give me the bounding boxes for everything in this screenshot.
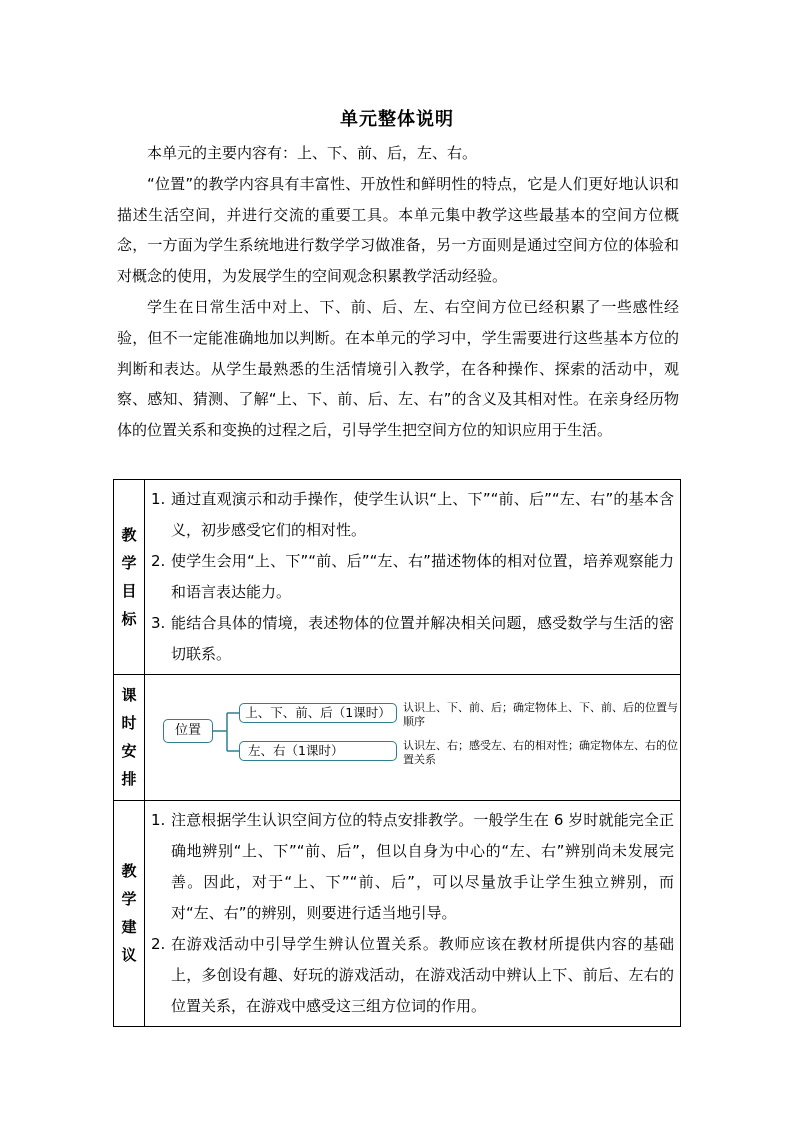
intro-paragraph-3: 学生在日常生活中对上、下、前、后、左、右空间方位已经积累了一些感性经验，但不一定能准确地加以判断。在本单元的学习中，学生需要进行这些基本方位的判断和表达。从学生最熟悉的生活情境引入教学，在各种操作、探索的活动中，观察、感知、猜测、了解“上、下、前、后、左、右”的含义及其相对性。在亲身经历物体的位置关系和变换的过程之后，引导学生把空间方位的知识应用于生活。 — [117, 297, 679, 440]
schedule-row — [114, 675, 681, 801]
schedule-branch-1: 上、下、前、后（1课时） — [239, 703, 397, 723]
schedule-branch-1-desc: 认识上、下、前、后；确定物体上、下、前、后的位置与顺序 — [403, 700, 678, 728]
suggestion-item-1: 1. 注意根据学生认识空间方位的特点安排教学。一般学生在 6 岁时就能完全正确地辨别“上、下”“前、后”，但以自身为中心的“左、右”辨别尚未发展完善。因此，对于“上、下”“前、后”，可以尽量放手让学生独立辨别，而对“左、右”的辨别，则要进行适当地引导。 — [151, 811, 674, 922]
schedule-branch-2: 左、右（1课时） — [239, 741, 397, 761]
goal-item-3: 3. 能结合具体的情境，表述物体的位置并解决相关问题，感受数学与生活的密切联系。 — [151, 614, 674, 663]
suggestion-item-2: 2. 在游戏活动中引导学生辨认位置关系。教师应该在教材所提供内容的基础上，多创设有趣、好玩的游戏活动，在游戏活动中辨认上下、前后、左右的位置关系，在游戏中感受这三组方位词的作用。 — [151, 935, 674, 1015]
intro-paragraph-1: 本单元的主要内容有：上、下、前、后，左、右。 — [147, 144, 478, 162]
intro-paragraph-2: “位置”的教学内容具有丰富性、开放性和鲜明性的特点，它是人们更好地认识和描述生活空间，并进行交流的重要工具。本单元集中教学这些最基本的空间方位概念，一方面为学生系统地进行数学学习做准备，另一方面则是通过空间方位的体验和对概念的使用，为发展学生的空间观念积累教学活动经验。 — [117, 174, 679, 286]
page-title: 单元整体说明 — [340, 109, 454, 130]
teaching-plan-table — [113, 479, 681, 1027]
schedule-connectors — [145, 677, 681, 799]
schedule-root-box: 位置 — [163, 719, 213, 743]
suggestions-label: 教 学 建 议 — [114, 801, 145, 1027]
schedule-content — [145, 675, 681, 801]
goal-item-2: 2. 使学生会用“上、下”“前、后”“左、右”描述物体的相对位置，培养观察能力和语言表达能力。 — [151, 552, 674, 601]
goals-row — [114, 480, 681, 675]
schedule-label: 课 时 安 排 — [114, 675, 145, 801]
suggestions-row — [114, 801, 681, 1027]
schedule-branch-2-desc: 认识左、右；感受左、右的相对性；确定物体左、右的位置关系 — [403, 738, 678, 766]
intro-section — [117, 138, 679, 446]
schedule-diagram — [145, 677, 680, 799]
suggestions-content — [145, 801, 681, 1027]
goals-content — [145, 480, 681, 675]
goal-item-1: 1. 通过直观演示和动手操作，使学生认识“上、下”“前、后”“左、右”的基本含义，初步感受它们的相对性。 — [151, 490, 674, 539]
goals-label: 教 学 目 标 — [114, 480, 145, 675]
